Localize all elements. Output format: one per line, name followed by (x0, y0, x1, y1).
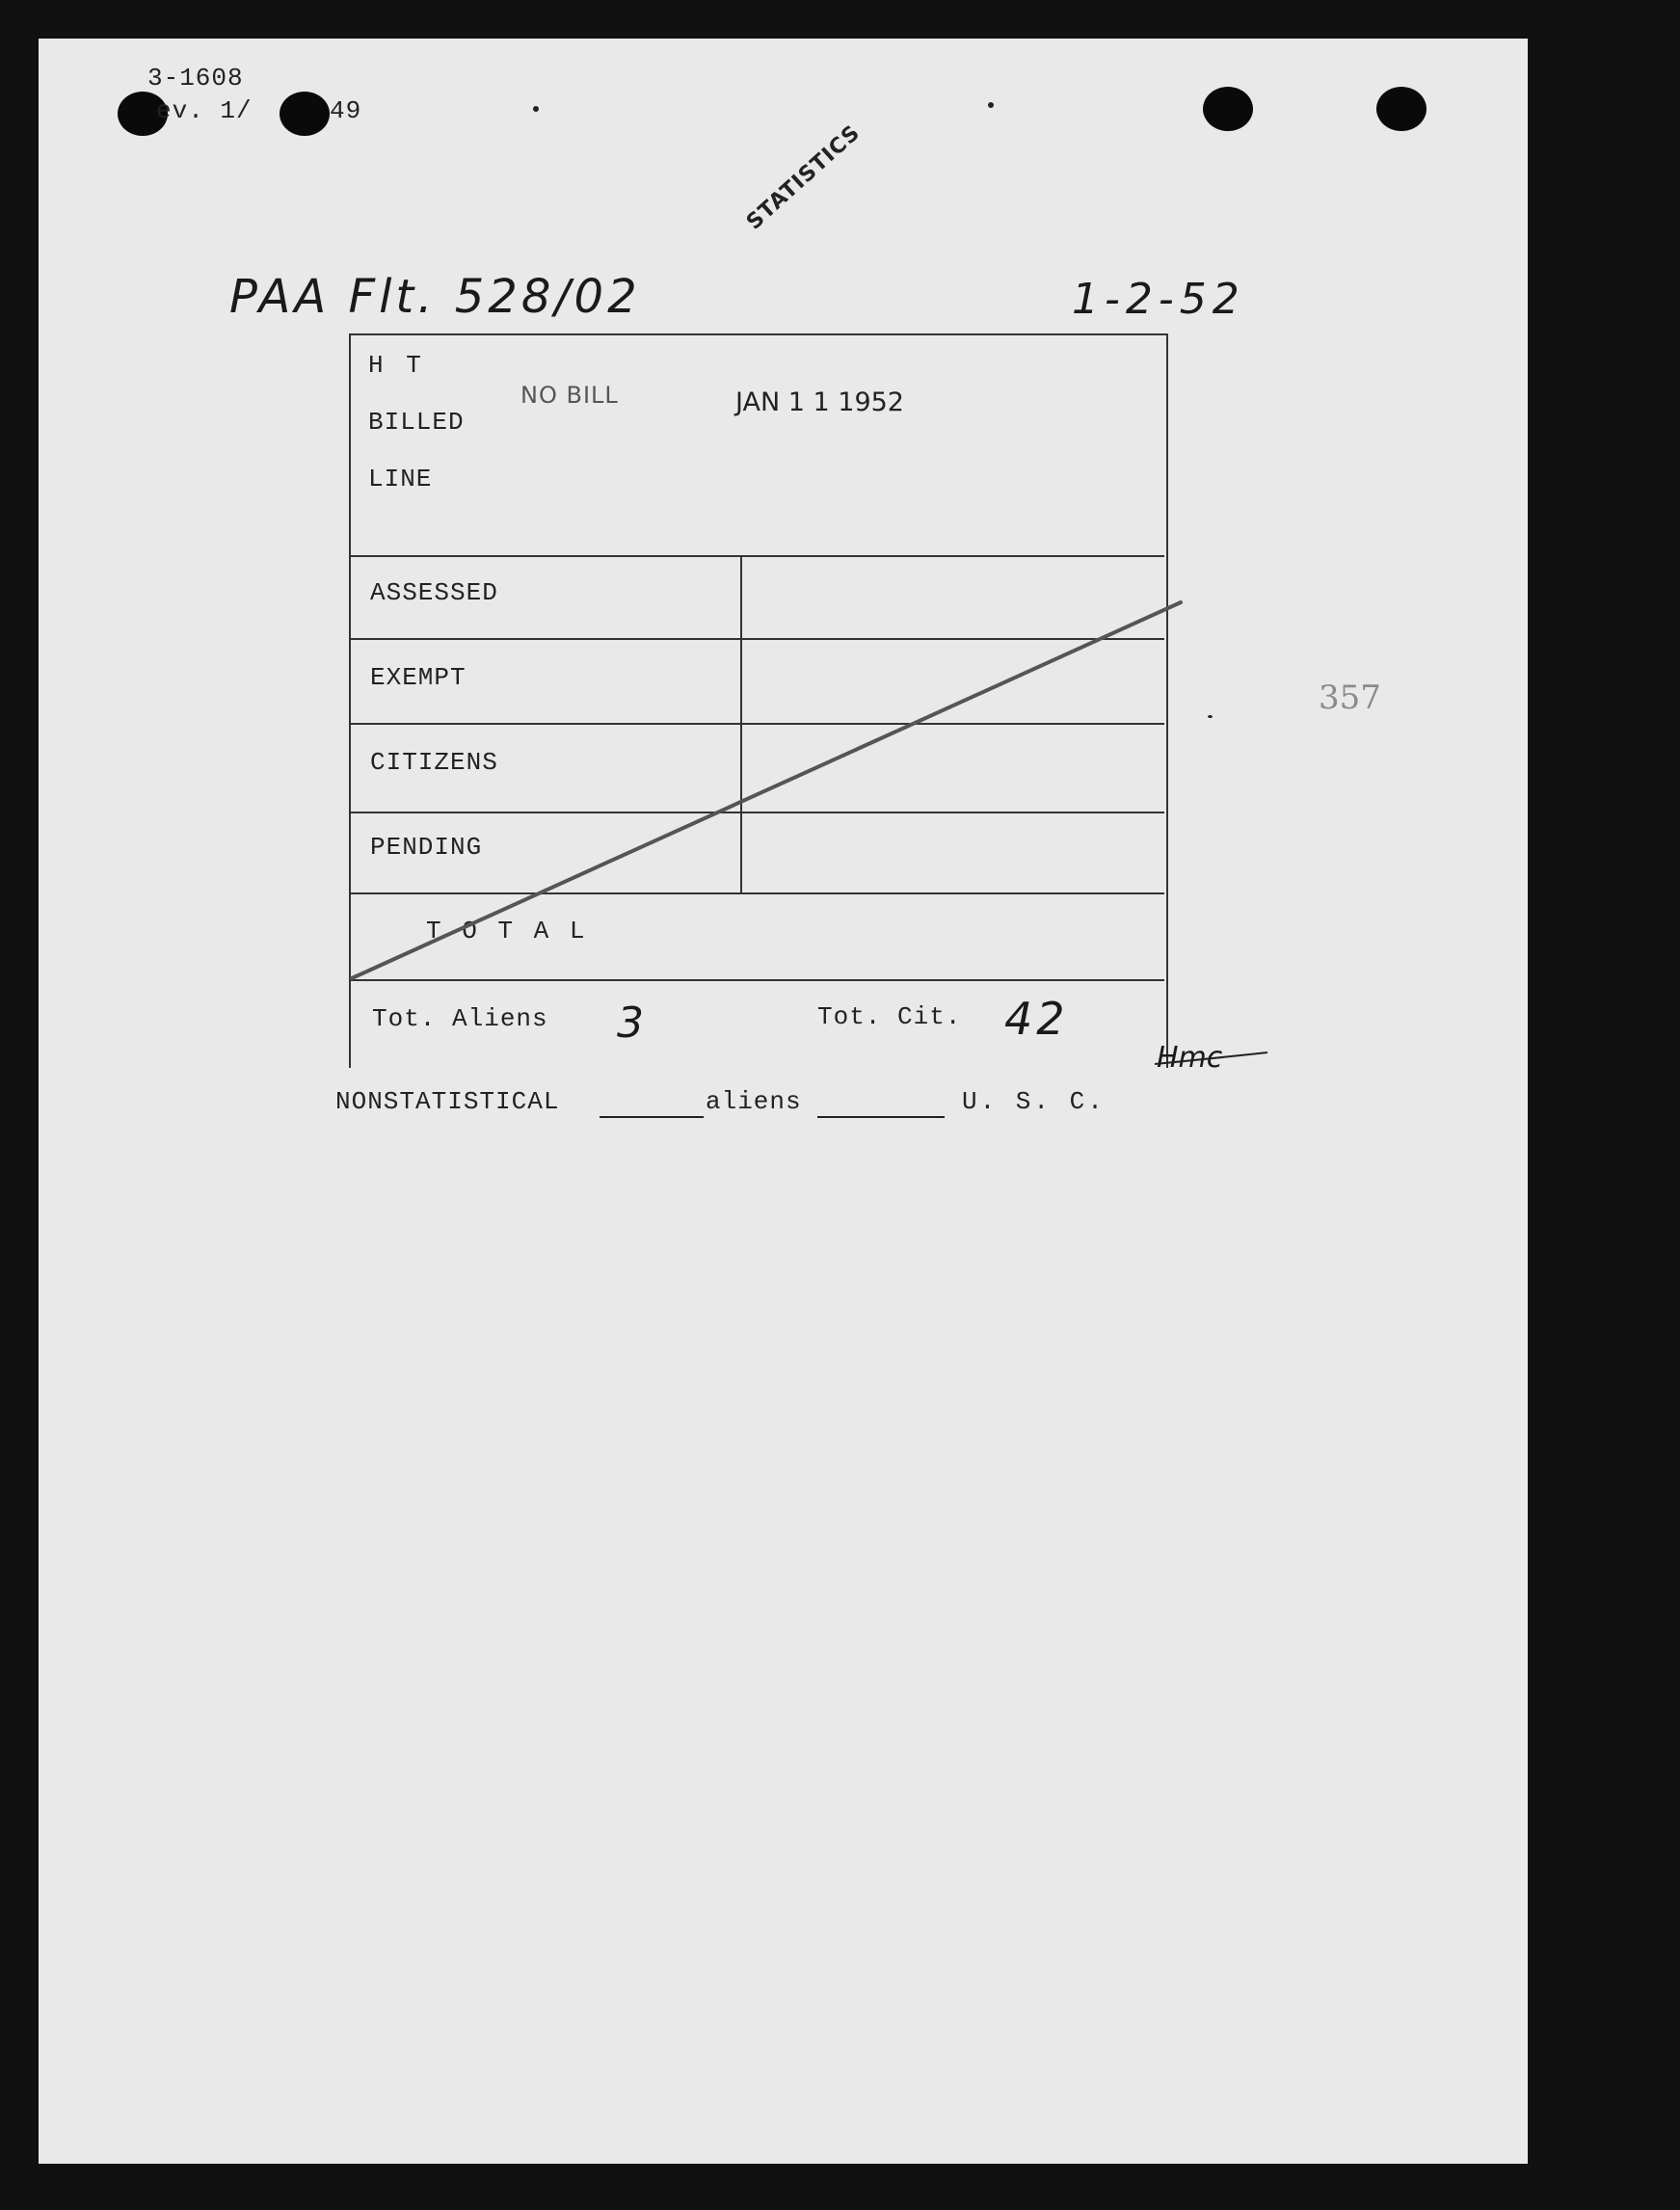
tot-cit-label: Tot. Cit. (817, 1002, 962, 1031)
diagonal-pen-stroke (352, 602, 1181, 978)
line-label: LINE (368, 465, 433, 493)
initials-flourish (1155, 1052, 1267, 1064)
ht-label: H T (368, 351, 425, 380)
tot-aliens-value: 3 (617, 998, 644, 1048)
billed-label: BILLED (368, 408, 465, 437)
form-revision-year: 49 (330, 96, 362, 125)
no-bill-stamp: NO BILL (520, 382, 619, 409)
date-received-stamp: JAN 1 1 1952 (735, 387, 904, 417)
flight-number-handwritten: PAA Flt. 528/02 (229, 270, 641, 324)
row-label-exempt: EXEMPT (370, 663, 467, 692)
tot-cit-value: 42 (1004, 993, 1069, 1045)
aliens-label: aliens (706, 1087, 802, 1116)
statistics-stamp: STATISTICS (742, 120, 866, 235)
date-handwritten: 1-2-52 (1072, 275, 1245, 324)
usc-label: U. S. C. (962, 1087, 1106, 1116)
tot-aliens-label: Tot. Aliens (372, 1004, 548, 1033)
form-revision: ev. 1/ (156, 96, 253, 125)
total-label: T O T A L (426, 917, 588, 945)
row-label-citizens: CITIZENS (370, 748, 498, 777)
clerk-initials: Hmc (1157, 1041, 1223, 1075)
form-number: 3-1608 (147, 64, 244, 93)
row-label-pending: PENDING (370, 833, 483, 862)
row-label-assessed: ASSESSED (370, 578, 498, 607)
nonstatistical-label: NONSTATISTICAL (335, 1087, 560, 1116)
margin-page-number: 357 (1319, 679, 1381, 717)
